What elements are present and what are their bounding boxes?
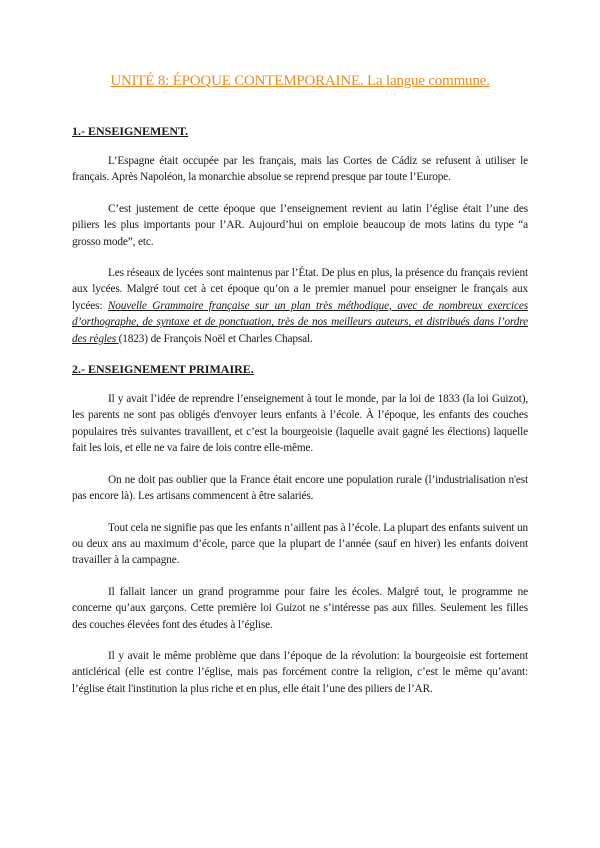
paragraph-text: (1823) de François Noël et Charles Chapsal. xyxy=(118,332,313,345)
paragraph-manual xyxy=(72,265,528,347)
document-page xyxy=(72,72,528,712)
paragraph: Tout cela ne signifie pas que les enfants n’aillent pas à l’école. La plupart des enfants suivent un ou deux ans au maximum d’école, parce que la plupart de l’année (sauf en hiver) les enfants doivent travailler à la campagne. xyxy=(72,521,528,567)
unit-title: UNITÉ 8: ÉPOQUE CONTEMPORAINE. La langue commune. xyxy=(110,73,490,89)
paragraph: Il y avait l’idée de reprendre l’enseignement à tout le monde, par la loi de 1833 (la loi Guizot), les parents ne sont pas obligés d'envoyer leurs enfants à l’école. À l’époque, les enfants des couches populaires très suivantes travaillent, et c’est la bourgeoisie (laquelle avait gagné les élections) laquelle fait les lois, et elle ne va faire de lois contre elle-même. xyxy=(72,393,528,455)
section-heading-enseignement-primaire: 2.- ENSEIGNEMENT PRIMAIRE. xyxy=(72,362,254,377)
paragraph: L’Espagne était occupée par les français, mais las Cortes de Cádiz se refusent à utiliser le français. Après Napoléon, la monarchie absolue se reprend presque par toute l’Europe. xyxy=(72,155,528,184)
paragraph: Il y avait le même problème que dans l’époque de la révolution: la bourgeoisie est fortement anticlérical (elle est contre l’église, mais pas forcément contre la religion, c’est le même qu’avant: l’église était l'institution la plus riche et en plus, elle était l’une des piliers de l’AR. xyxy=(72,649,528,695)
paragraph: Il fallait lancer un grand programme pour faire les écoles. Malgré tout, le programme ne concerne qu’aux garçons. Cette première loi Guizot ne s’intéresse pas aux filles. Seulement les filles des couches élevées font des études à l’église. xyxy=(72,585,528,631)
paragraph-text: Les réseaux de lycées sont maintenus par l’État. De plus en plus, la présence du français revient aux lycées. Malgré tout cet à cet époque qu’on a le premier manuel pour enseigner le français aux lycées: xyxy=(72,267,528,312)
paragraph: C’est justement de cette époque que l’enseignement revient au latin l’église était l’une des piliers les plus importants pour l’AR. Aujourd’hui on emploie beaucoup de mots latins du type “a grosso mode”, etc. xyxy=(72,202,528,248)
section-heading-enseignement: 1.- ENSEIGNEMENT. xyxy=(72,124,189,138)
book-title: Nouvelle Grammaire française sur un plan très méthodique, avec de nombreux exercices d’orthographe, de syntaxe et de ponctuation, très de nos meilleurs auteurs, et distribués dans l’ordre des règles xyxy=(72,299,528,345)
paragraph: On ne doit pas oublier que la France était encore une population rurale (l’industrialisation n'est pas encore là). Les artisans commencent à être salariés. xyxy=(72,473,528,503)
